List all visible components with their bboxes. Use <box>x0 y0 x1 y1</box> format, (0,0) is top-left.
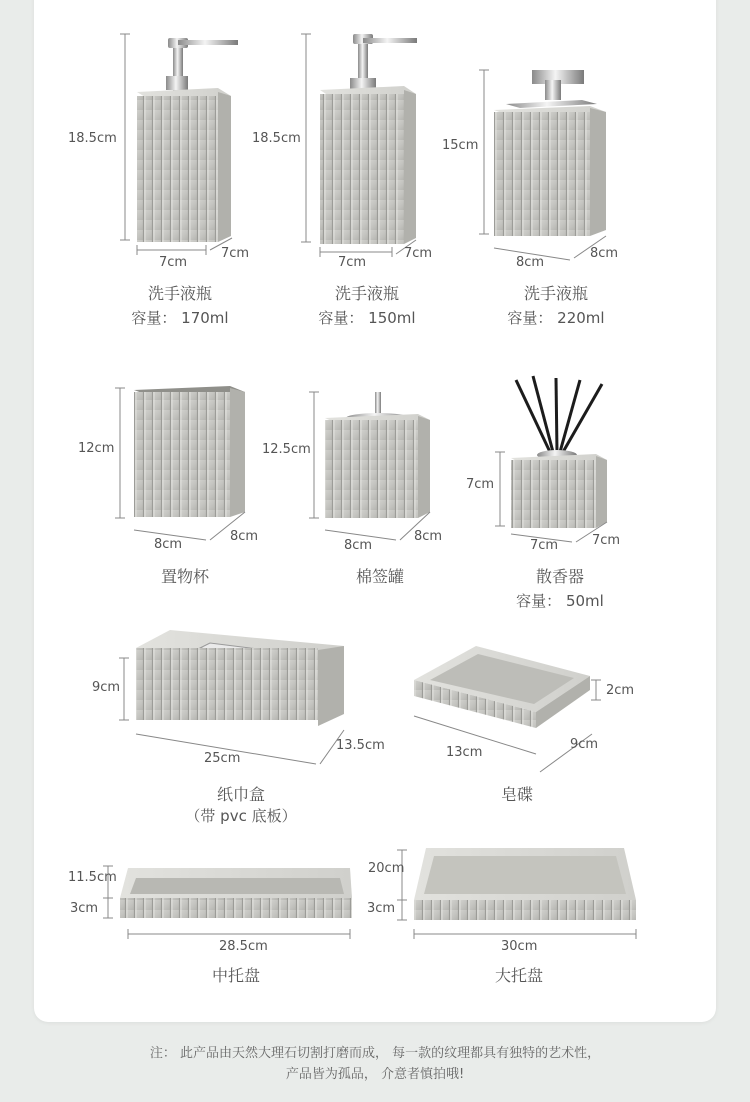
tumbler <box>134 386 245 517</box>
depth-label: 20cm <box>368 861 405 876</box>
product-name: 洗手液瓶 <box>147 284 212 303</box>
height-label: 12.5cm <box>262 442 311 457</box>
depth-label: 13.5cm <box>336 738 385 753</box>
depth-label: 8cm <box>590 246 619 261</box>
reed-diffuser <box>511 376 607 528</box>
height-label: 18.5cm <box>68 131 117 146</box>
height-label: 18.5cm <box>252 131 301 146</box>
width-label: 7cm <box>530 538 559 553</box>
capacity-label: 容量： 170ml <box>131 309 229 327</box>
product-name: 中托盘 <box>211 966 260 985</box>
depth-label: 7cm <box>221 246 250 261</box>
product-name: 皂碟 <box>500 785 533 804</box>
product-subtitle: （带 pvc 底板） <box>185 807 297 825</box>
soap-dispenser-1 <box>137 38 238 242</box>
width-label: 30cm <box>501 939 538 954</box>
depth-label: 7cm <box>404 246 433 261</box>
height-label: 3cm <box>367 901 396 916</box>
depth-label: 11.5cm <box>68 870 117 885</box>
capacity-label: 容量： 50ml <box>516 592 604 610</box>
width-label: 8cm <box>154 537 183 552</box>
soap-dispenser-2 <box>320 34 417 244</box>
tissue-box <box>136 630 344 726</box>
depth-label: 7cm <box>592 533 621 548</box>
width-label: 7cm <box>159 255 188 270</box>
depth-label: 8cm <box>414 529 443 544</box>
width-label: 25cm <box>204 751 241 766</box>
width-label: 28.5cm <box>219 939 268 954</box>
depth-label: 9cm <box>570 737 599 752</box>
product-name: 纸巾盒 <box>216 785 265 804</box>
product-name: 大托盘 <box>494 966 543 985</box>
height-label: 3cm <box>70 901 99 916</box>
footer-note-line2: 产品皆为孤品， 介意者慎拍哦! <box>285 1067 465 1082</box>
depth-label: 8cm <box>230 529 259 544</box>
height-label: 7cm <box>466 477 495 492</box>
width-label: 8cm <box>516 255 545 270</box>
footer-note-line1: 注： 此产品由天然大理石切割打磨而成， 每一款的纹理都具有独特的艺术性， <box>149 1046 601 1061</box>
width-label: 8cm <box>344 538 373 553</box>
product-name: 洗手液瓶 <box>334 284 399 303</box>
height-label: 12cm <box>78 441 115 456</box>
medium-tray <box>120 868 352 918</box>
product-name: 洗手液瓶 <box>523 284 588 303</box>
width-label: 13cm <box>446 745 483 760</box>
width-label: 7cm <box>338 255 367 270</box>
cotton-jar <box>325 392 430 518</box>
product-name: 置物杯 <box>160 567 209 586</box>
capacity-label: 容量： 220ml <box>507 309 605 327</box>
product-name: 散香器 <box>535 567 584 586</box>
large-tray <box>414 848 636 920</box>
soap-dish <box>414 646 590 728</box>
height-label: 15cm <box>442 138 479 153</box>
product-name: 棉签罐 <box>355 567 404 586</box>
capacity-label: 容量： 150ml <box>318 309 416 327</box>
height-label: 9cm <box>92 680 121 695</box>
soap-dispenser-3 <box>494 70 606 236</box>
height-label: 2cm <box>606 683 635 698</box>
